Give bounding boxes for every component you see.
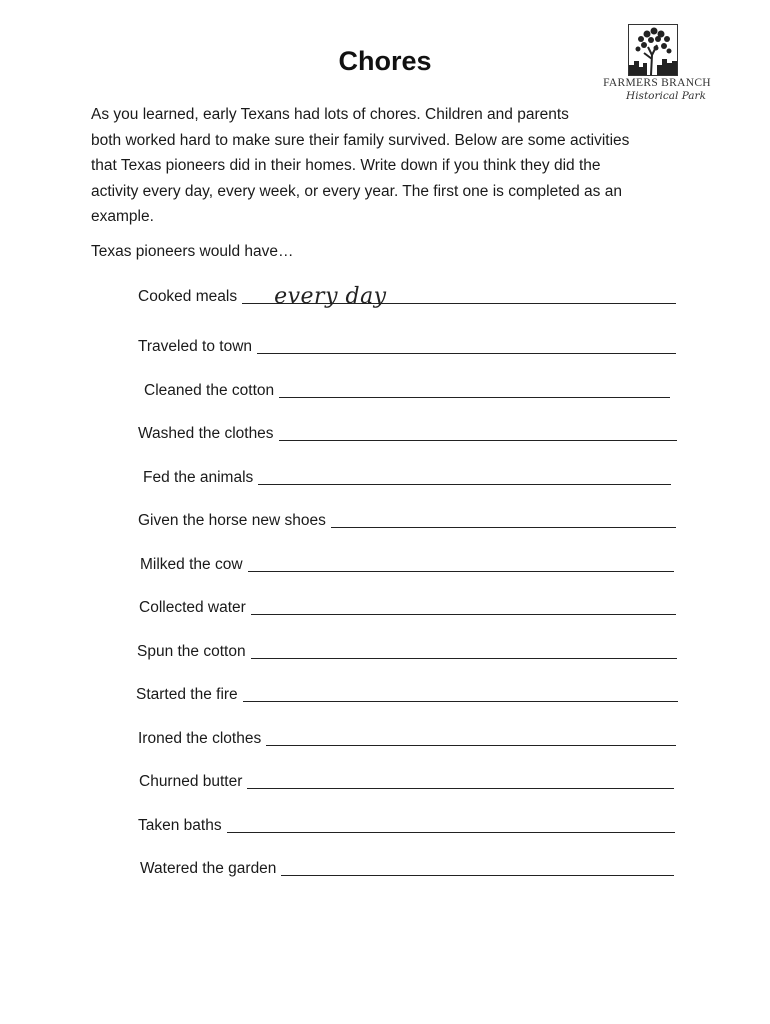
answer-field[interactable]	[247, 772, 674, 789]
answer-field[interactable]	[279, 381, 670, 398]
chore-label: Watered the garden	[140, 860, 277, 877]
chore-row-watered-the-garden	[140, 856, 674, 878]
chore-row-milked-the-cow	[140, 552, 674, 574]
logo-subtitle: Historical Park	[626, 90, 706, 102]
page-title: Chores	[338, 46, 432, 76]
chore-label: Ironed the clothes	[138, 730, 262, 747]
farmers-branch-logo	[598, 24, 718, 108]
chore-row-cleaned-the-cotton	[144, 378, 670, 400]
chore-row-started-the-fire	[136, 682, 678, 704]
answer-field[interactable]	[279, 424, 677, 441]
intro-line: activity every day, every week, or every year. The first one is completed as an	[91, 182, 622, 200]
chore-label: Churned butter	[139, 773, 243, 790]
answer-field[interactable]	[281, 859, 674, 876]
chore-row-traveled-to-town	[138, 334, 676, 356]
intro-line: both worked hard to make sure their family survived. Below are some activities	[91, 131, 630, 149]
chore-row-ironed-the-clothes	[138, 726, 676, 748]
intro-line: that Texas pioneers did in their homes. Write down if you think they did the	[91, 157, 601, 175]
answer-field[interactable]	[227, 816, 675, 833]
chore-row-churned-butter	[139, 769, 674, 791]
answer-field[interactable]	[251, 642, 677, 659]
chore-label: Fed the animals	[143, 469, 254, 486]
chore-label: Washed the clothes	[138, 425, 274, 442]
chore-row-fed-the-animals	[143, 465, 671, 487]
answer-field[interactable]	[331, 511, 676, 528]
chore-row-collected-water	[139, 595, 676, 617]
chore-label: Milked the cow	[140, 556, 243, 573]
chore-label: Collected water	[139, 599, 246, 616]
chore-label: Spun the cotton	[137, 643, 246, 660]
intro-line: example.	[91, 208, 154, 226]
logo-name: FARMERS BRANCH	[603, 77, 711, 89]
chore-label: Started the fire	[136, 686, 238, 703]
chore-row-cooked-meals	[138, 284, 676, 309]
chore-row-taken-baths	[138, 813, 675, 835]
lead-text: Texas pioneers would have…	[91, 243, 294, 260]
chore-label: Taken baths	[138, 817, 222, 834]
chore-label: Given the horse new shoes	[138, 512, 326, 529]
chore-row-given-the-horse-new-shoes	[138, 508, 676, 530]
intro-paragraph	[91, 102, 671, 230]
handwritten-answer: every day	[274, 284, 387, 309]
answer-field[interactable]	[251, 598, 676, 615]
answer-field[interactable]	[243, 685, 678, 702]
answer-field[interactable]	[266, 729, 676, 746]
chore-row-washed-the-clothes	[138, 421, 677, 443]
chore-label: Cleaned the cotton	[144, 382, 275, 399]
chore-row-spun-the-cotton	[137, 639, 677, 661]
chore-label: Cooked meals	[138, 288, 238, 305]
tree-icon	[628, 24, 678, 76]
answer-field[interactable]	[258, 468, 671, 485]
intro-line: As you learned, early Texans had lots of chores. Children and parents	[91, 106, 569, 123]
answer-field[interactable]	[257, 337, 676, 354]
answer-field[interactable]	[242, 284, 676, 309]
chore-label: Traveled to town	[138, 338, 253, 355]
answer-field[interactable]	[248, 555, 674, 572]
